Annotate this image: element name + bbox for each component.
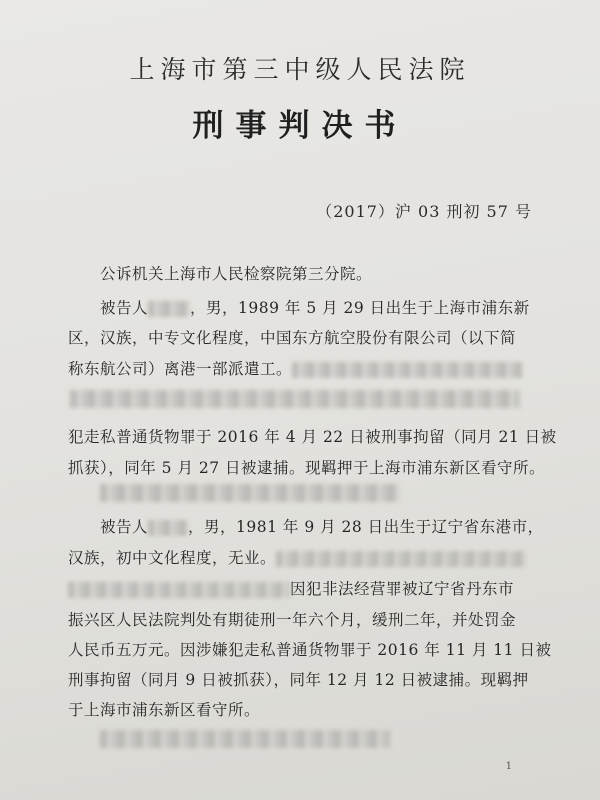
defendant-2-label: 被告人 (100, 518, 149, 536)
defendant-1-label: 被告人 (100, 299, 149, 317)
redacted-name (148, 301, 190, 317)
defendant-2-line (100, 515, 544, 537)
defendant-2-prior: 因犯非法经营罪被辽宁省丹东市 (290, 580, 515, 598)
defendant-2-line-2 (68, 546, 526, 568)
defendant-1-line (100, 296, 530, 318)
defendant-1-line-4: 犯走私普通货物罪于 2016 年 4 月 22 日被刑事拘留（同月 21 日被 (68, 428, 557, 446)
document-type: 刑事判决书 (192, 108, 408, 144)
redacted-line (100, 730, 390, 748)
redacted-text (276, 551, 526, 567)
redacted-line (100, 484, 400, 502)
redacted-text (68, 582, 290, 598)
defendant-1-line-2: 区，汉族，中专文化程度，中国东方航空股份有限公司（以下简 (68, 329, 517, 347)
defendant-2-line-5: 人民币五万元。因涉嫌犯走私普通货物罪于 2016 年 11 月 11 日被 (68, 641, 552, 659)
court-name: 上海市第三中级人民法院 (129, 55, 471, 84)
redacted-text (292, 362, 522, 378)
defendant-2-line-6: 刑事拘留（同月 9 日被抓获），同年 12 月 12 日被逮捕。现羁押 (68, 671, 529, 689)
defendant-2-birth: ，男，1981 年 9 月 28 日出生于辽宁省东港市， (188, 518, 544, 536)
defendant-1-line-3 (68, 357, 522, 379)
defendant-1-line-5: 抓获），同年 5 月 27 日被逮捕。现羁押于上海市浦东新区看守所。 (68, 459, 546, 477)
redacted-line (70, 390, 520, 408)
defendant-2-line-4: 振兴区人民法院判处有期徒刑一年六个月，缓刑二年，并处罚金 (68, 611, 517, 629)
defendant-1-birth: ，男，1989 年 5 月 29 日出生于上海市浦东新 (190, 299, 530, 317)
defendant-2-line-3 (68, 577, 514, 599)
defendant-1-employer: 称东航公司）离港一部派遣工。 (68, 360, 293, 378)
defendant-2-education: 汉族，初中文化程度，无业。 (68, 549, 277, 567)
redacted-name (148, 520, 188, 536)
prosecutor-line: 公诉机关上海市人民检察院第三分院。 (100, 265, 373, 283)
defendant-2-line-7: 于上海市浦东新区看守所。 (68, 701, 261, 719)
page-number: 1 (505, 761, 512, 772)
case-number: （2017）沪 03 刑初 57 号 (316, 202, 532, 221)
